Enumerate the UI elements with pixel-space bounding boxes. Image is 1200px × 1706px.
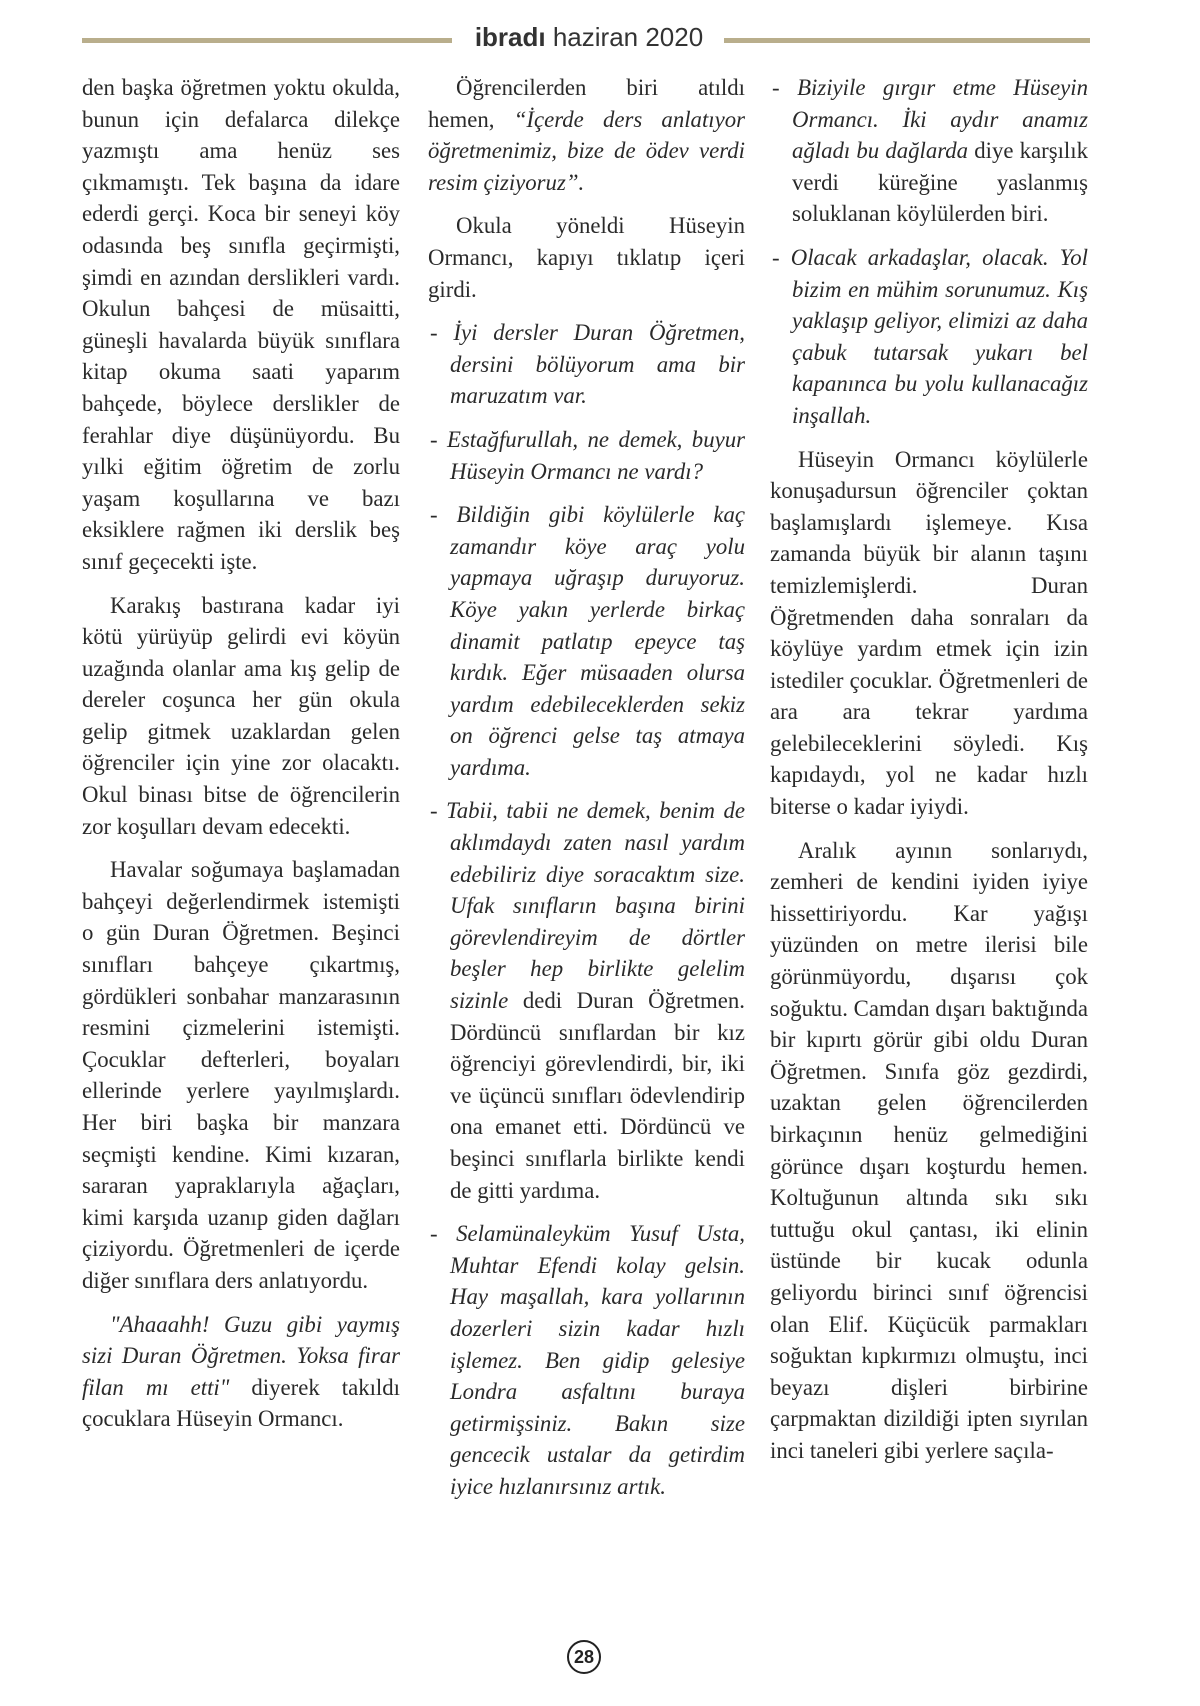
narration-text: Öğrencilerden biri atıldı hemen, (428, 75, 745, 132)
header-title (464, 22, 714, 53)
narration-text: dedi Duran Öğretmen. Dördüncü sınıflardan bir kız öğrenciyi görevlendirdi, bir, iki ve üçüncü sınıfları ödevlendirip ona emanet etti. Dördüncü ve beşinci sınıflarla birlikte kendi de gitti yardıma. (450, 988, 745, 1203)
paragraph: den başka öğretmen yoktu okulda, bunun için defalarca dilekçe yazmıştı ama henüz ses çıkmamıştı. Tek başına da idare ederdi gerçi. Koca bir seneyi köy odasında beş sınıfla geçirmişti, şimdi en azından derslikleri vardı. Okulun bahçesi de müsaitti, güneşli havalarda büyük sınıflara kitap okuma saati yaparım bahçede, böylece derslikler de ferahlar diye düşünüyordu. Bu yılki eğitim öğretim de zorlu yaşam koşullarına ve bazı eksiklere rağmen iki derslik beş sınıf geçecekti işte. (82, 75, 400, 574)
column-1 (82, 72, 400, 1447)
dialogue-line: - Estağfurullah, ne demek, buyur Hüseyin Ormancı ne vardı? (430, 426, 745, 484)
paragraph: Okula yöneldi Hüseyin Ormancı, kapıyı tıklatıp içeri girdi. (428, 213, 745, 302)
dialogue-line (428, 795, 745, 1206)
narration-text: diye karşılık verdi küreğine yaslanmış soluklanan köylülerden biri. (792, 138, 1088, 227)
page-number: 28 (567, 1640, 601, 1674)
dialogue-line: - İyi dersler Duran Öğretmen, dersini bölüyorum ama bir maruzatım var. (430, 320, 745, 409)
paragraph: Hüseyin Ormancı köylülerle konuşadursun öğrenciler çoktan başlamışlardı işlemeye. Kısa zamanda büyük bir alanın taşını temizlemişlerdi. Duran Öğretmenden daha sonraları da köylüye yardım etmek için izin istediler çocuklar. Öğretmenleri de ara ara tekrar yardıma gelebileceklerini söyledi. Kış kapıdaydı, yol ne kadar hızlı biterse o kadar iyiydi. (770, 446, 1088, 820)
paragraph: Karakış bastırana kadar iyi kötü yürüyüp gelirdi evi köyün uzağında olanlar ama kış gelip de dereler coşunca her gün okula gelip gitmek uzaklardan gelen öğrenciler için yine zor olacaktı. Okul binası bitse de öğrencilerin zor koşulları devam edecekti. (82, 592, 400, 839)
paragraph: Havalar soğumaya başlamadan bahçeyi değerlendirmek istemişti o gün Duran Öğretmen. Beşinci sınıfları bahçeye çıkartmış, gördükleri sonbahar manzarasının resmini çizmelerini istemişti. Çocuklar defterleri, boyaları ellerinde yerlere yayılmışlardı. Her biri başka bir manzara seçmişti kendine. Kimi kızaran, sararan yapraklarıyla ağaçları, kimi karşıda uzanıp giden dağları çiziyordu. Öğretmenleri de içerde diğer sınıflara ders anlatıyordu. (82, 857, 400, 1293)
quote-text: "Ahaaahh! Guzu gibi yaymış sizi Duran Öğretmen. Yoksa firar filan mı etti" (82, 1311, 400, 1400)
dialogue-line: - Olacak arkadaşlar, olacak. Yol bizim en mühim sorunumuz. Kış yaklaşıp geliyor, elimizi az daha çabuk tutarsak yukarı bel kapanınca bu yolu kullanacağız inşallah. (772, 244, 1088, 428)
dialogue-line (770, 72, 1088, 230)
header-rule-left (82, 38, 452, 43)
narration-text: diyerek takıldı çocuklara Hüseyin Ormancı. (82, 1374, 400, 1432)
magazine-name: ibradı (474, 22, 546, 52)
running-header (82, 22, 1090, 52)
quote-text: - Tabii, tabii ne demek, benim de aklımdaydı zaten nasıl yardım edebiliriz diye soracaktım size. Ufak sınıfların başına birini görevlendireyim de dörtler beşler hep birlikte gelelim sizinle (430, 798, 745, 1014)
quote-text: “İçerde ders anlatıyor öğretmenimiz, bize de ödev verdi resim çiziyoruz”. (428, 106, 746, 195)
column-3 (770, 72, 1088, 1479)
dialogue-line: - Selamünaleyküm Yusuf Usta, Muhtar Efendi kolay gelsin. Hay maşallah, kara yollarının dozerleri sizin kadar hızlı işlemez. Ben gidip gelesiye Londra asfaltını buraya getirmişsiniz. Bakın size gencecik ustalar da getirdim iyice hızlanırsınız artık. (430, 1221, 745, 1499)
dialogue-line: - Bildiğin gibi köylülerle kaç zamandır köye araç yolu yapmaya uğraşıp duruyoruz. Köye yakın yerlerde birkaç dinamit patlatıp epeyce taş kırdık. Eğer müsaaden olursa yardım edebileceklerden sekiz on öğrenci gelse taş atmaya yardıma. (430, 502, 745, 780)
paragraph: Aralık ayının sonlarıydı, zemheri de kendini iyiden iyiye hissettiriyordu. Kar yağışı yüzünden on metre ilerisi bile görünmüyordu, dışarısı çok soğuktu. Camdan dışarı baktığında bir kıpırtı görür gibi oldu Duran Öğretmen. Sınıfa göz gezdirdi, uzaktan gelen öğrencilerden birkaçının henüz gelmediğini görünce dışarı koşturdu hemen. Koltuğunun altında sıkı sıkı tuttuğu okul çantası, iki elinin üstünde bir kucak odunla geliyordu birinci sınıf öğrencisi olan Elif. Küçücük parmakları soğuktan kıpkırmızı olmuştu, inci beyazı dişleri birbirine çarpmaktan dizildiği ipten sıyrılan inci taneleri gibi yerlere saçıla- (770, 837, 1088, 1463)
quote-text: - Biziyile gırgır etme Hüseyin Ormancı. İki aydır anamız ağladı bu dağlarda (772, 75, 1088, 164)
issue-date: haziran 2020 (552, 22, 704, 52)
paragraph (428, 72, 745, 198)
paragraph (82, 1309, 400, 1435)
column-2 (428, 72, 745, 1515)
header-rule-right (724, 38, 1090, 43)
